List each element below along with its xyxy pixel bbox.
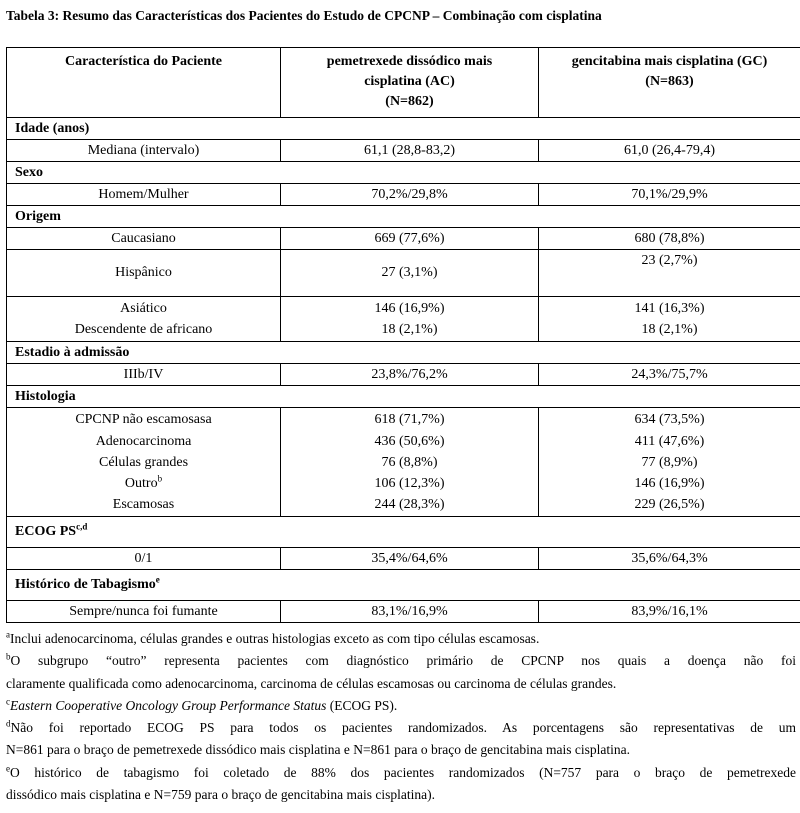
table-row: Homem/Mulher 70,2%/29,8% 70,1%/29,9%	[7, 184, 800, 206]
footnotes	[6, 628, 796, 806]
table-row: Asiático Descendente de africano 146 (16,9%) 18 (2,1%) 141 (16,3%) 18 (2,1%)	[7, 297, 800, 342]
table-row: Sempre/nunca foi fumante 83,1%/16,9% 83,9%/16,1%	[7, 601, 800, 623]
patient-characteristics-table	[6, 47, 800, 623]
table-row: Caucasiano 669 (77,6%) 680 (78,8%)	[7, 228, 800, 250]
footnote-b-line2: claramente qualificada como adenocarcinoma, carcinoma de células escamosas ou carcinoma de células grandes.	[6, 675, 617, 691]
header-gc: gencitabina mais cisplatina (GC) (N=863)	[539, 48, 800, 118]
section-origem: Origem	[7, 206, 800, 228]
table-row: IIIb/IV 23,8%/76,2% 24,3%/75,7%	[7, 364, 800, 386]
footnote-c: $^c$Eastern Cooperative Oncology Group Performance Status (ECOG PS).	[6, 696, 398, 713]
footnote-d-line2: N=861 para o braço de pemetrexede dissódico mais cisplatina e N=861 para o braço de gencitabina mais cisplatina.	[6, 742, 631, 758]
footnote-e-line2: dissódico mais cisplatina e N=759 para o braço de gencitabina mais cisplatina).	[6, 787, 435, 803]
table-row: CPCNP não escamosasa Adenocarcinoma Células grandes Outro$^b$ Escamosas 618 (71,7%) 436 (50,6%) 76 (8,8%) 106 (12,3%) 244 (28,3%) 634 (73,5%) 411 (47,6%) 77 (8,9%) 146 (16,9%) 229 (26,5%)	[7, 408, 800, 517]
table-title: Tabela 3: Resumo das Características dos Pacientes do Estudo de CPCNP – Combinação com cisplatina	[6, 8, 602, 23]
section-idade: Idade (anos)	[7, 118, 800, 140]
section-histologia: Histologia	[7, 386, 800, 408]
section-tabagismo: Histórico de Tabagismo$^e$	[7, 570, 800, 601]
table-row: 0/1 35,4%/64,6% 35,6%/64,3%	[7, 548, 800, 570]
footnote-d-line1: $^d$Não foi reportado ECOG PS para todos os pacientes randomizados. As porcentagens são representativas de um	[6, 718, 796, 736]
table-row: Mediana (intervalo) 61,1 (28,8-83,2) 61,0 (26,4-79,4)	[7, 140, 800, 162]
section-ecog: ECOG PS$^{c,d}$	[7, 517, 800, 548]
header-characteristic: Característica do Paciente	[7, 48, 281, 118]
table-header-row	[7, 48, 800, 118]
section-sexo: Sexo	[7, 162, 800, 184]
footnote-e-line1: $^e$O histórico de tabagismo foi coletado de 88% dos pacientes randomizados (N=757 para o braço de pemetrexede	[6, 763, 796, 780]
table-row: Hispânico 27 (3,1%) 23 (2,7%)	[7, 250, 800, 297]
footnote-b-line1: $^b$O subgrupo “outro” representa pacientes com diagnóstico primário de CPCNP nos quais a doença não foi	[6, 651, 796, 669]
section-estadio: Estadio à admissão	[7, 342, 800, 364]
footnote-a: $^a$Inclui adenocarcinoma, células grandes e outras histologias exceto as com tipo células escamosas.	[6, 629, 540, 646]
header-ac: pemetrexede dissódico mais cisplatina (AC) (N=862)	[281, 48, 539, 118]
